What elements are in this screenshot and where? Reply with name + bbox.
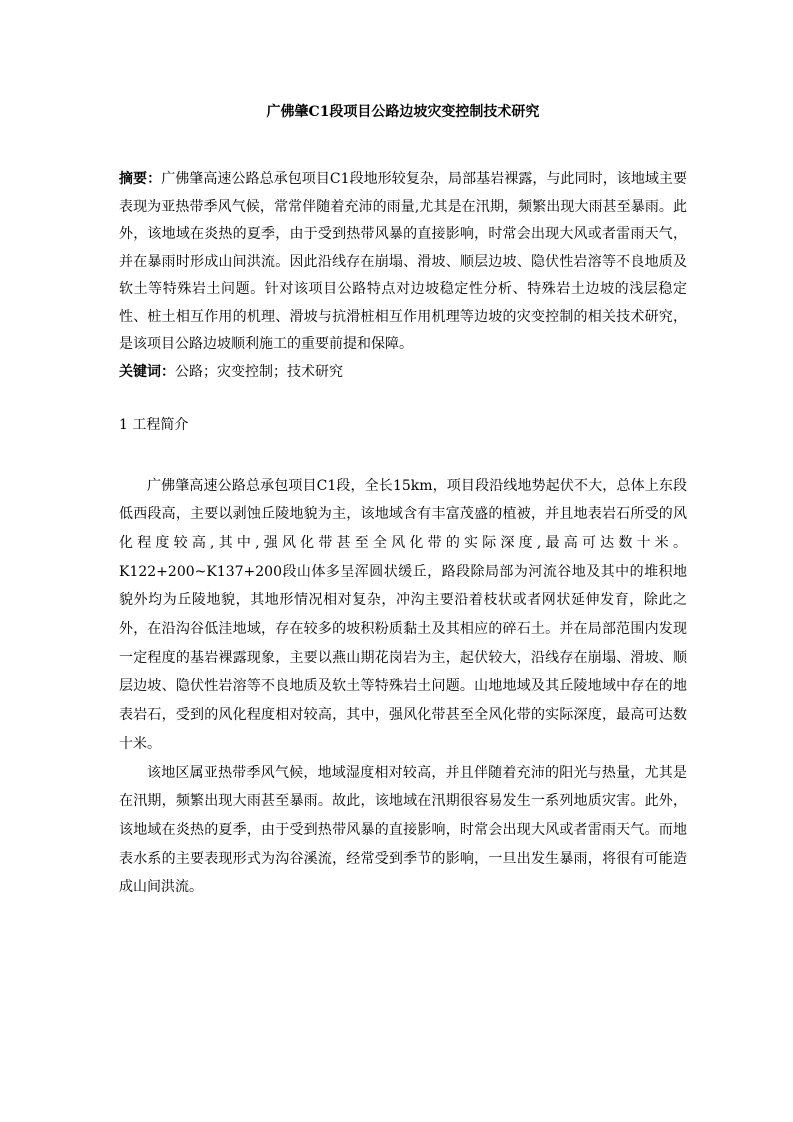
keywords-text: 公路；灾变控制；技术研究	[175, 363, 343, 380]
abstract-label: 摘要：	[119, 171, 162, 187]
body-paragraph: 广佛肇高速公路总承包项目C1段，全长15km，项目段沿线地势起伏不大，总体上东段低西段高，主要以剥蚀丘陵地貌为主，该地域含有丰富茂盛的植被，并且地表岩石所受的风化程度较高,其中,强风化带甚至全风化带的实际深度,最高可达数十米。K122+200~K137+200段山体多呈浑圆状缓丘，路段除局部为河流谷地及其中的堆积地貌外均为丘陵地貌，其地形情况相对复杂，冲沟主要沿着枝状或者网状延伸发育，除此之外，在沿沟谷低洼地域，存在较多的坡积粉质黏土及其相应的碎石土。并在局部范围内发现一定程度的基岩裸露现象，主要以燕山期花岗岩为主，起伏较大，沿线存在崩塌、滑坡、顺层边坡、隐伏性岩溶等不良地质及软土等特殊岩土问题。山地地域及其丘陵地域中存在的地表岩石，受到的风化程度相对较高，其中，强风化带甚至全风化带的实际深度，最高可达数十米。	[119, 477, 687, 752]
keywords	[119, 359, 687, 385]
body-paragraph: 该地区属亚热带季风气候，地域湿度相对较高，并且伴随着充沛的阳光与热量，尤其是在汛期，频繁出现大雨甚至暴雨。故此，该地域在汛期很容易发生一系列地质灾害。此外，该地域在炎热的夏季，由于受到热带风暴的直接影响，时常会出现大风或者雷雨天气。而地表水系的主要表现形式为沟谷溪流，经常受到季节的影响，一旦出发生暴雨，将很有可能造成山间洪流。	[119, 764, 687, 896]
document-title: 广佛肇C1段项目公路边坡灾变控制技术研究	[266, 104, 540, 120]
abstract-text: 广佛肇高速公路总承包项目C1段地形较复杂，局部基岩裸露，与此同时，该地域主要表现为亚热带季风气候，常常伴随着充沛的雨量,尤其是在汛期，频繁出现大雨甚至暴雨。此外，该地域在炎热的夏季，由于受到热带风暴的直接影响，时常会出现大风或者雷雨天气，并在暴雨时形成山间洪流。因此沿线存在崩塌、滑坡、顺层边坡、隐伏性岩溶等不良地质及软土等特殊岩土问题。针对该项目公路特点对边坡稳定性分析、特殊岩土边坡的浅层稳定性、桩土相互作用的机理、滑坡与抗滑桩相互作用机理等边坡的灾变控制的相关技术研究，是该项目公路边坡顺利施工的重要前提和保障。	[119, 171, 687, 352]
section-heading: 1 工程简介	[119, 416, 189, 433]
document-body	[119, 100, 687, 902]
keywords-label: 关键词：	[119, 363, 175, 380]
abstract	[119, 166, 687, 359]
